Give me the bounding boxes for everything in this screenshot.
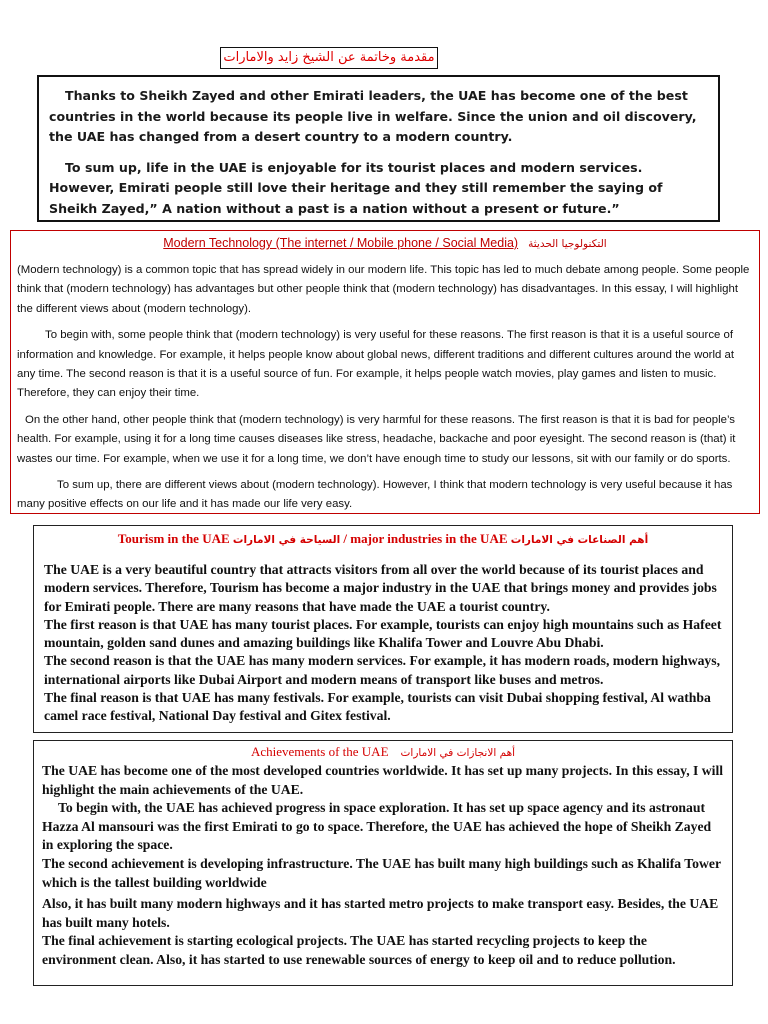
section-1-title: مقدمة وخاتمة عن الشيخ زايد والامارات	[220, 47, 438, 69]
heading-english: Modern Technology (The internet / Mobile phone / Social Media)	[163, 236, 519, 250]
conclusion-paragraph: To sum up, life in the UAE is enjoyable for its tourist places and modern services. However, Emirati people still love their heritage and they still remember the saying of Sheikh Zayed,” A nation without a past is a nation without a present or future.”	[49, 159, 663, 216]
intro-paragraph: Thanks to Sheikh Zayed and other Emirati leaders, the UAE has become one of the best countries in the world because its people live in welfare. Since the union and oil discovery, the UAE has changed from a desert country to a modern country.	[49, 88, 697, 144]
heading-arabic: أهم الانجازات في الامارات	[400, 747, 516, 759]
tourism-heading	[44, 530, 722, 549]
achievements-paragraph: The second achievement is developing infrastructure. The UAE has built many high buildings such as Khalifa Tower which is the tallest building worldwide	[42, 855, 721, 890]
achievements-paragraph: Also, it has built many modern highways and it has started metro projects to make transport easy. Besides, the UAE has built many hotels.	[42, 896, 719, 930]
tourism-essay-box	[33, 525, 733, 733]
essay-paragraph-advantages: To begin with, some people think that (modern technology) is very useful for these reasons. The first reason is that it is a useful source of information and knowledge. For example, it helps people know about global news, different traditions and different cultures around the world at any time. The second reason is that it is a useful source of fun. For example, it helps people watch movies, play games and listen to music. Therefore, they can enjoy their time.	[17, 329, 734, 400]
modern-technology-heading	[17, 233, 753, 254]
heading-separator: /	[343, 531, 348, 546]
essay-paragraph-intro: (Modern technology) is a common topic that has spread widely in our modern life. This topic has led to much debate among people. Some people think that (modern technology) has advantages but other people think that (modern technology) has disadvantages. In this essay, I will highlight the different views about (modern technology).	[17, 264, 750, 315]
heading-english: Achievements of the UAE	[250, 744, 389, 759]
essay-paragraph-conclusion: To sum up, there are different views about (modern technology). However, I think that modern technology is very useful because it has many positive effects on our life and it has made our life very easy.	[17, 479, 733, 511]
tourism-paragraph: The second reason is that the UAE has many modern services. For example, it has modern roads, modern highways, international airports like Dubai Airport and modern means of transport like buses and metros.	[44, 653, 721, 687]
achievements-essay-box	[33, 740, 733, 986]
tourism-paragraph: The final reason is that UAE has many festivals. For example, tourists can visit Dubai shopping festival, Al wathba camel race festival, National Day festival and Gitex festival.	[44, 690, 711, 724]
heading-arabic-2: أهم الصناعات في الامارات	[510, 534, 649, 546]
achievements-heading	[42, 743, 724, 762]
tourism-paragraph: The UAE is a very beautiful country that attracts visitors from all over the world because of its tourist places and modern services. Therefore, Tourism has become a major industry in the UAE that brings money and provides jobs for Emirati people. There are many reasons that have made the UAE a tourist country.	[44, 562, 717, 614]
achievements-paragraph: To begin with, the UAE has achieved progress in space exploration. It has set up space agency and its astronaut Hazza Al mansouri was the first Emirati to go to space. Therefore, the UAE has achieved the hope of Sheikh Zayed in exploring the space.	[42, 800, 712, 853]
heading-arabic: التكنولوجيا الحديثة	[528, 238, 607, 250]
heading-arabic-1: السياحة في الامارات	[232, 534, 341, 546]
heading-english-1: Tourism in the UAE	[117, 531, 230, 546]
modern-technology-essay-box	[10, 230, 760, 514]
achievements-paragraph: The UAE has become one of the most developed countries worldwide. It has set up many projects. In this essay, I will highlight the main achievements of the UAE.	[42, 763, 724, 797]
heading-english-2: major industries in the UAE	[350, 531, 508, 546]
tourism-paragraph: The first reason is that UAE has many tourist places. For example, tourists can enjoy high mountains such as Hafeet mountain, golden sand dunes and amazing buildings like Khalifa Tower and Louvre Abu Dhabi.	[44, 616, 722, 651]
sheikh-zayed-intro-conclusion-box	[37, 75, 720, 222]
achievements-paragraph: The final achievement is starting ecological projects. The UAE has started recycling projects to keep the environment clean. Also, it has started to use renewable sources of energy to keep oil and to reduce pollution.	[42, 933, 676, 967]
essay-paragraph-disadvantages: On the other hand, other people think that (modern technology) is very harmful for these reasons. The first reason is that it is bad for people’s health. For example, using it for a long time causes diseases like stress, headache, backache and poor eyesight. The second reason is (that) it wastes our time. For example, when we use it for a long time, we don’t have enough time to study our lessons, sit with our family or do sports.	[17, 413, 736, 465]
